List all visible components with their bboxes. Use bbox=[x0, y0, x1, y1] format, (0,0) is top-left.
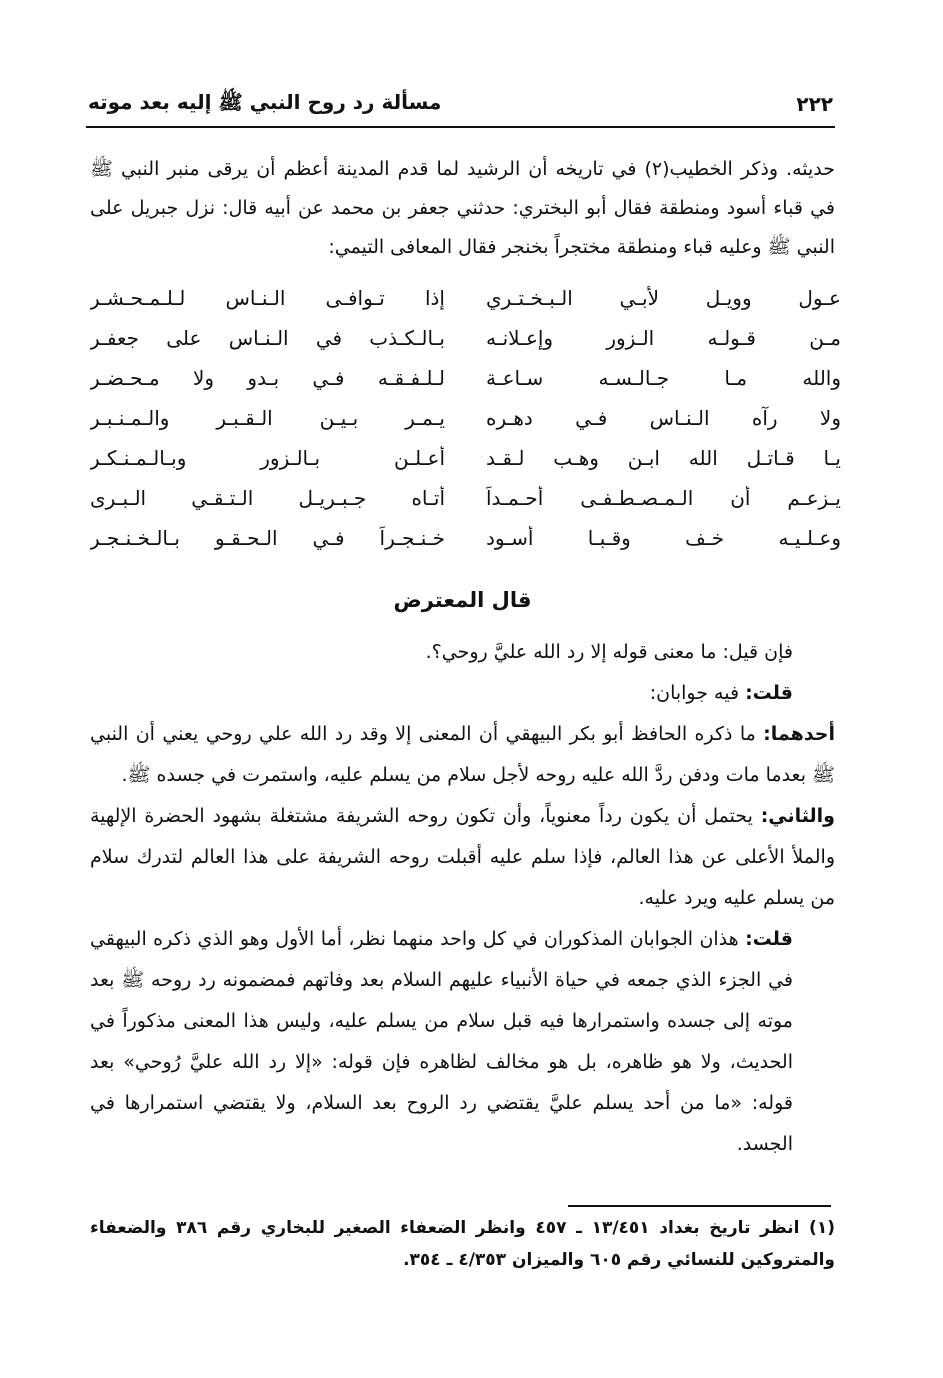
poem-verse bbox=[90, 358, 841, 398]
verse-left-hemistich: إذا تـوافـى الـنـاس لـلـمـحـشـر bbox=[90, 286, 445, 310]
verse-right-hemistich: وعـلـيـه خـف وقـبـا أسـود bbox=[486, 526, 841, 550]
intro-paragraph bbox=[90, 150, 835, 267]
paragraph-text: يحتمل أن يكون رداً معنوياً، وأن تكون روحه الشريفة مشتغلة بشهود الحضرة الإلهية والملأ الأعلى عن هذا العالم، فإذا سلم عليه أقبلت روحه الشريفة على هذا العالم لتدرك سلام من يسلم عليه ويرد عليه. bbox=[90, 805, 835, 909]
section-heading: قال المعترض bbox=[393, 588, 532, 612]
verse-left-hemistich: خـنـجـراً فـي الـحـقـو بـالـخـنـجـر bbox=[90, 526, 445, 550]
verse-left-hemistich: لـلـفـقـه فـي بـدو ولا مـحـضـر bbox=[90, 366, 445, 390]
verse-left-hemistich: أتـاه جـبـريـل الـتـقـي الـبـرى bbox=[90, 486, 445, 510]
paragraph-text: فيه جوابان: bbox=[649, 682, 746, 704]
verse-left-hemistich: أعـلـن بـالـزور وبـالـمـنـكـر bbox=[90, 446, 445, 470]
verse-right-hemistich: مـن قـولـه الـزور وإعـلانـه bbox=[486, 326, 841, 350]
poem-verse bbox=[90, 278, 841, 318]
poem-verse bbox=[90, 438, 841, 478]
running-title: مسألة رد روح النبي ﷺ إليه بعد موته bbox=[88, 89, 442, 114]
page-header bbox=[88, 86, 833, 122]
page-number: ٢٢٢ bbox=[796, 92, 833, 116]
poem-verse bbox=[90, 518, 841, 558]
paragraph-answer-intro bbox=[90, 673, 835, 714]
poem-verse bbox=[90, 398, 841, 438]
paragraph-lead: والثاني: bbox=[760, 805, 835, 827]
poem-verse bbox=[90, 478, 841, 518]
poem-verse bbox=[90, 318, 841, 358]
paragraph-text: هذان الجوابان المذكوران في كل واحد منهما نظر، أما الأول وهو الذي ذكره البيهقي في الجزء الذي جمعه في حياة الأنبياء عليهم السلام بعد وفاتهم فمضمونه رد روحه ﷺ بعد موته إلى جسده واستمرارها فيه قبل سلام من يسلم عليه، وليس هذا المعنى مذكوراً في الحديث، ولا هو ظاهره، بل هو مخالف لظاهره فإن قوله: «إلا رد الله عليَّ رُوحي» بعد قوله: «ما من أحد يسلم عليَّ يقتضي رد الروح بعد السلام، ولا يقتضي استمرارها في الجسد. bbox=[90, 928, 793, 1155]
paragraph-text: فإن قيل: ما معنى قوله إلا رد الله عليَّ روحي؟. bbox=[425, 641, 793, 663]
footnote-divider bbox=[568, 1205, 831, 1207]
paragraph-question bbox=[90, 632, 835, 673]
verse-left-hemistich: يـمـر بـيـن الـقـبـر والـمـنـبـر bbox=[90, 406, 445, 430]
header-divider bbox=[86, 126, 835, 128]
paragraph-lead: قلت: bbox=[745, 682, 793, 704]
paragraph-text: ما ذكره الحافظ أبو بكر البيهقي أن المعنى إلا وقد رد الله علي روحي يعني أن النبي ﷺ بعدما مات ودفن ردَّ الله عليه روحه لأجل سلام من يسلم عليه، واستمرت في جسده ﷺ. bbox=[90, 723, 835, 786]
verse-right-hemistich: والله مـا جـالـسـه سـاعـة bbox=[486, 366, 841, 390]
verse-right-hemistich: يـا قـاتـل الله ابـن وهـب لـقـد bbox=[486, 446, 841, 470]
verse-right-hemistich: عـول وويـل لأبـي الـبـخـتـري bbox=[486, 286, 841, 310]
verse-left-hemistich: بـالـكـذب في الـنـاس على جعفـر bbox=[90, 326, 445, 350]
footnote-text: (١) انظر تاريخ بغداد ١٣/٤٥١ ـ ٤٥٧ وانظر الضعفاء الصغير للبخاري رقم ٣٨٦ والضعفاء والمتروكين للنسائي رقم ٦٠٥ والميزان ٤/٣٥٣ ـ ٣٥٤. bbox=[90, 1218, 835, 1270]
paragraph-first-answer bbox=[90, 714, 835, 796]
paragraph-lead: أحدهما: bbox=[763, 723, 835, 745]
paragraph-second-answer bbox=[90, 796, 835, 919]
verse-right-hemistich: يـزعـم أن الـمـصـطـفـى أحـمـداً bbox=[486, 486, 841, 510]
poem bbox=[90, 278, 841, 558]
verse-right-hemistich: ولا رآه الـنـاس فـي دهـره bbox=[486, 406, 841, 430]
footnote bbox=[90, 1212, 835, 1276]
intro-text: حديثه. وذكر الخطيب(٢) في تاريخه أن الرشيد لما قدم المدينة أعظم أن يرقى منبر النبي ﷺ في قباء أسود ومنطقة فقال أبو البختري: حدثني جعفر بن محمد عن أبيه قال: نزل جبريل على النبي ﷺ وعليه قباء ومنطقة مختجراً بخنجر فقال المعافى التيمي: bbox=[90, 158, 835, 258]
paragraph-rebuttal bbox=[90, 919, 835, 1165]
body-text bbox=[90, 632, 835, 1165]
paragraph-lead: قلت: bbox=[745, 928, 793, 950]
